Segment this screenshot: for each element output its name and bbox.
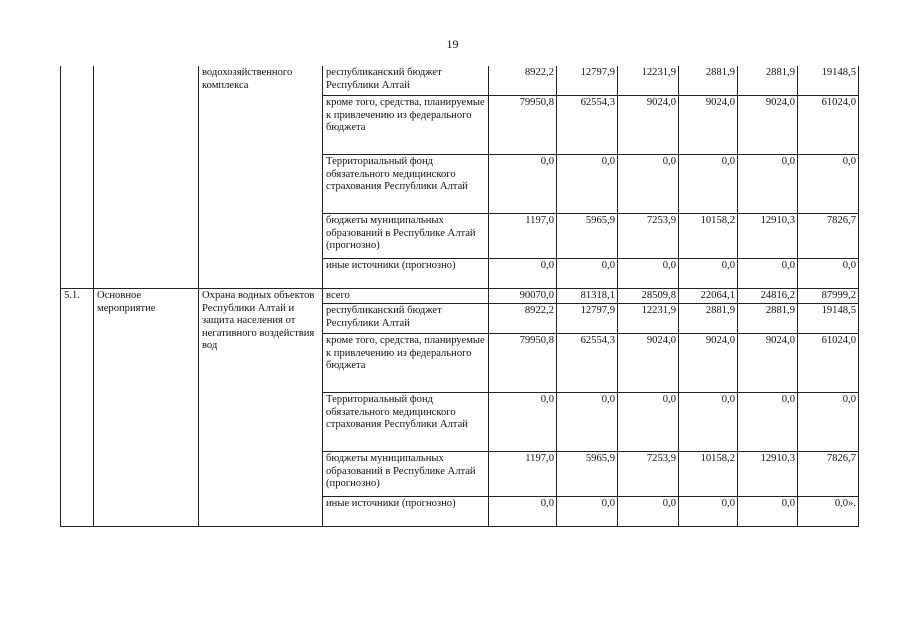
- value-cell: 12231,9: [618, 66, 679, 96]
- source-cell: кроме того, средства, планируемые к привлечению из федерального бюджета: [323, 334, 489, 393]
- value-cell: 12910,3: [738, 452, 798, 497]
- value-cell: 7826,7: [798, 214, 859, 259]
- value-cell: 0,0: [679, 393, 738, 452]
- source-cell: иные источники (прогнозно): [323, 497, 489, 527]
- value-cell: 0,0: [557, 155, 618, 214]
- source-cell: всего: [323, 289, 489, 304]
- value-cell: 79950,8: [489, 96, 557, 155]
- value-cell: 0,0: [489, 497, 557, 527]
- value-cell: 12797,9: [557, 66, 618, 96]
- value-cell: 9024,0: [618, 334, 679, 393]
- value-cell: 12910,3: [738, 214, 798, 259]
- number-cell: [61, 66, 94, 289]
- value-cell: 1197,0: [489, 214, 557, 259]
- item-name-cell: Охрана водных объектов Республики Алтай и защита населения от негативного воздействия вод: [199, 289, 323, 527]
- value-cell: 87999,2: [798, 289, 859, 304]
- value-cell: 19148,5: [798, 66, 859, 96]
- value-cell: 22064,1: [679, 289, 738, 304]
- value-cell: 8922,2: [489, 66, 557, 96]
- source-cell: бюджеты муниципальных образований в Республике Алтай (прогнозно): [323, 214, 489, 259]
- value-cell: 9024,0: [618, 96, 679, 155]
- source-cell: республиканский бюджет Республики Алтай: [323, 304, 489, 334]
- value-cell: 10158,2: [679, 452, 738, 497]
- source-cell: кроме того, средства, планируемые к привлечению из федерального бюджета: [323, 96, 489, 155]
- page-number: 19: [446, 37, 459, 51]
- item-number-cell: 5.1.: [61, 289, 94, 527]
- value-cell: 0,0: [618, 155, 679, 214]
- value-cell: 0,0: [798, 155, 859, 214]
- status-cell: [94, 66, 199, 289]
- value-cell: 0,0: [557, 259, 618, 289]
- value-cell: 10158,2: [679, 214, 738, 259]
- value-cell: 62554,3: [557, 96, 618, 155]
- table-row: [61, 289, 859, 304]
- value-cell: 90070,0: [489, 289, 557, 304]
- value-cell: 0,0: [679, 497, 738, 527]
- source-cell: бюджеты муниципальных образований в Республике Алтай (прогнозно): [323, 452, 489, 497]
- value-cell: 81318,1: [557, 289, 618, 304]
- value-cell: 5965,9: [557, 452, 618, 497]
- value-cell: 28509,8: [618, 289, 679, 304]
- value-cell: 0,0: [679, 259, 738, 289]
- value-cell: 2881,9: [679, 66, 738, 96]
- value-cell: 0,0: [489, 259, 557, 289]
- value-cell: 61024,0: [798, 334, 859, 393]
- budget-table: [60, 66, 859, 527]
- value-cell: 0,0: [798, 393, 859, 452]
- value-cell: 0,0».: [798, 497, 859, 527]
- value-cell: 2881,9: [679, 304, 738, 334]
- value-cell: 0,0: [738, 393, 798, 452]
- value-cell: 62554,3: [557, 334, 618, 393]
- value-cell: 61024,0: [798, 96, 859, 155]
- value-cell: 0,0: [738, 155, 798, 214]
- value-cell: 9024,0: [738, 334, 798, 393]
- program-name-cell: водохозяйственного комплекса: [199, 66, 323, 289]
- value-cell: 0,0: [489, 155, 557, 214]
- value-cell: 7253,9: [618, 214, 679, 259]
- value-cell: 0,0: [557, 497, 618, 527]
- value-cell: 5965,9: [557, 214, 618, 259]
- value-cell: 0,0: [618, 259, 679, 289]
- value-cell: 0,0: [618, 497, 679, 527]
- source-cell: иные источники (прогнозно): [323, 259, 489, 289]
- source-cell: Территориальный фонд обязательного медицинского страхования Республики Алтай: [323, 155, 489, 214]
- value-cell: 7826,7: [798, 452, 859, 497]
- value-cell: 7253,9: [618, 452, 679, 497]
- value-cell: 2881,9: [738, 66, 798, 96]
- value-cell: 79950,8: [489, 334, 557, 393]
- value-cell: 0,0: [738, 259, 798, 289]
- value-cell: 24816,2: [738, 289, 798, 304]
- value-cell: 2881,9: [738, 304, 798, 334]
- value-cell: 8922,2: [489, 304, 557, 334]
- value-cell: 9024,0: [738, 96, 798, 155]
- value-cell: 0,0: [618, 393, 679, 452]
- value-cell: 0,0: [557, 393, 618, 452]
- value-cell: 12797,9: [557, 304, 618, 334]
- value-cell: 1197,0: [489, 452, 557, 497]
- value-cell: 19148,5: [798, 304, 859, 334]
- item-status-cell: Основное мероприятие: [94, 289, 199, 527]
- source-cell: республиканский бюджет Республики Алтай: [323, 66, 489, 96]
- value-cell: 0,0: [738, 497, 798, 527]
- value-cell: 9024,0: [679, 96, 738, 155]
- value-cell: 0,0: [489, 393, 557, 452]
- value-cell: 0,0: [798, 259, 859, 289]
- table-row: [61, 66, 859, 96]
- value-cell: 0,0: [679, 155, 738, 214]
- source-cell: Территориальный фонд обязательного медицинского страхования Республики Алтай: [323, 393, 489, 452]
- value-cell: 9024,0: [679, 334, 738, 393]
- value-cell: 12231,9: [618, 304, 679, 334]
